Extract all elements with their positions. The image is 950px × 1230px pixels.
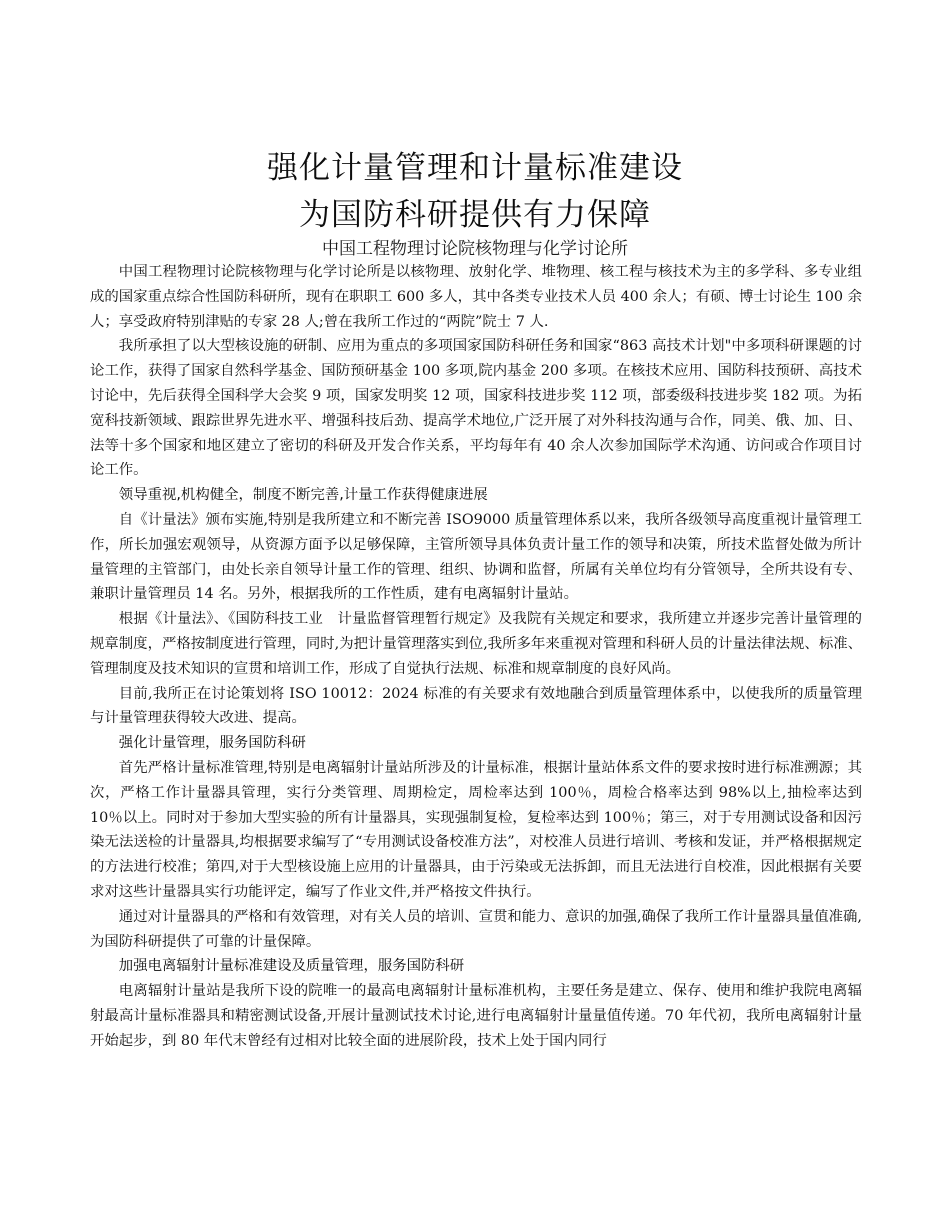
section2-paragraph-1: 首先严格计量标准管理,特别是电离辐射计量站所涉及的计量标准，根据计量站体系文件的要求按时进行标准溯源；其次，严格工作计量器具管理，实行分类管理、周期检定，周检率达到 100％，周检合格率达到 98%以上,抽检率达到 10％以上。同时对于参加大型实验的所有计量器具，实现强制复检，复检率达到 100％；第三，对于专用测试设备和因污染无法送检的计量器具,均根据要求编写了“专用测试设备校准方法”，对校准人员进行培训、考核和发证，并严格根据规定的方法进行校准；第四,对于大型核设施上应用的计量器具，由于污染或无法拆卸，而且无法进行自校准，因此根据有关要求对这些计量器具实行功能评定，编写了作业文件,并严格按文件执行。: [90, 759, 862, 900]
section-heading-3: 加强电离辐射计量标准建设及质量管理，服务国防科研: [118, 958, 465, 975]
title-line-2: 为国防科研提供有力保障: [299, 197, 651, 233]
title-line-1: 强化计量管理和计量标准建设: [267, 150, 683, 186]
section1-paragraph-3: 目前,我所正在讨论策划将 ISO 10012：2024 标准的有关要求有效地融合到质量管理体系中，以使我所的质量管理与计量管理获得较大改进、提高。: [90, 685, 862, 727]
section-heading-2: 强化计量管理，服务国防科研: [118, 735, 306, 752]
document-body: [90, 260, 862, 1054]
intro-paragraph-1: 中国工程物理讨论院核物理与化学讨论所是以核物理、放射化学、堆物理、核工程与核技术为主的多学科、多专业组成的国家重点综合性国防科研所，现有在职职工 600 多人，其中各类专业技术人员 400 余人；有硕、博士讨论生 100 余人；享受政府特别津贴的专家 28 人;曾在我所工作过的“两院”院士 7 人.: [90, 264, 862, 330]
section1-paragraph-2: 根据《计量法》、《国防科技工业 计量监督管理暂行规定》及我院有关规定和要求，我所建立并逐步完善计量管理的规章制度，严格按制度进行管理，同时,为把计量管理落实到位,我所多年来重视对管理和科研人员的计量法律法规、标准、管理制度及技术知识的宣贯和培训工作，形成了自觉执行法规、标准和规章制度的良好风尚。: [90, 611, 862, 677]
author-affiliation: 中国工程物理讨论院核物理与化学讨论所: [322, 239, 628, 259]
section1-paragraph-1: 自《计量法》颁布实施,特别是我所建立和不断完善 ISO9000 质量管理体系以来，我所各级领导高度重视计量管理工作，所长加强宏观领导，从资源方面予以足够保障，主管所领导具体负责计量工作的领导和决策，所技术监督处做为所计量管理的主管部门，由处长亲自领导计量工作的管理、组织、协调和监督，所属有关单位均有分管领导，全所共设有专、兼职计量管理员 14 名。另外，根据我所的工作性质，建有电离辐射计量站。: [90, 511, 862, 603]
intro-paragraph-2: 我所承担了以大型核设施的研制、应用为重点的多项国家国防科研任务和国家“863 高技术计划"中多项科研课题的讨论工作，获得了国家自然科学基金、国防预研基金 100 多项,院内基金 200 多项。在核技术应用、国防科技预研、高技术讨论中，先后获得全国科学大会奖 9 项，国家发明奖 12 项，国家科技进步奖 112 项，部委级科技进步奖 182 项。为拓宽科技新领域、跟踪世界先进水平、增强科技后劲、提高学术地位,广泛开展了对外科技沟通与合作，同美、俄、加、日、法等十多个国家和地区建立了密切的科研及开发合作关系，平均每年有 40 余人次参加国际学术沟通、访问或合作项目讨论工作。: [90, 338, 862, 479]
section2-paragraph-2: 通过对计量器具的严格和有效管理，对有关人员的培训、宣贯和能力、意识的加强,确保了我所工作计量器具量值准确,为国防科研提供了可靠的计量保障。: [90, 908, 862, 950]
section-heading-1: 领导重视,机构健全，制度不断完善,计量工作获得健康进展: [118, 487, 488, 504]
section3-paragraph-1: 电离辐射计量站是我所下设的院唯一的最高电离辐射计量标准机构，主要任务是建立、保存、使用和维护我院电离辐射最高计量标准器具和精密测试设备,开展计量测试技术讨论,进行电离辐射计量量值传递。70 年代初，我所电离辐射计量开始起步，到 80 年代末曾经有过相对比较全面的进展阶段，技术上处于国内同行: [90, 983, 862, 1049]
